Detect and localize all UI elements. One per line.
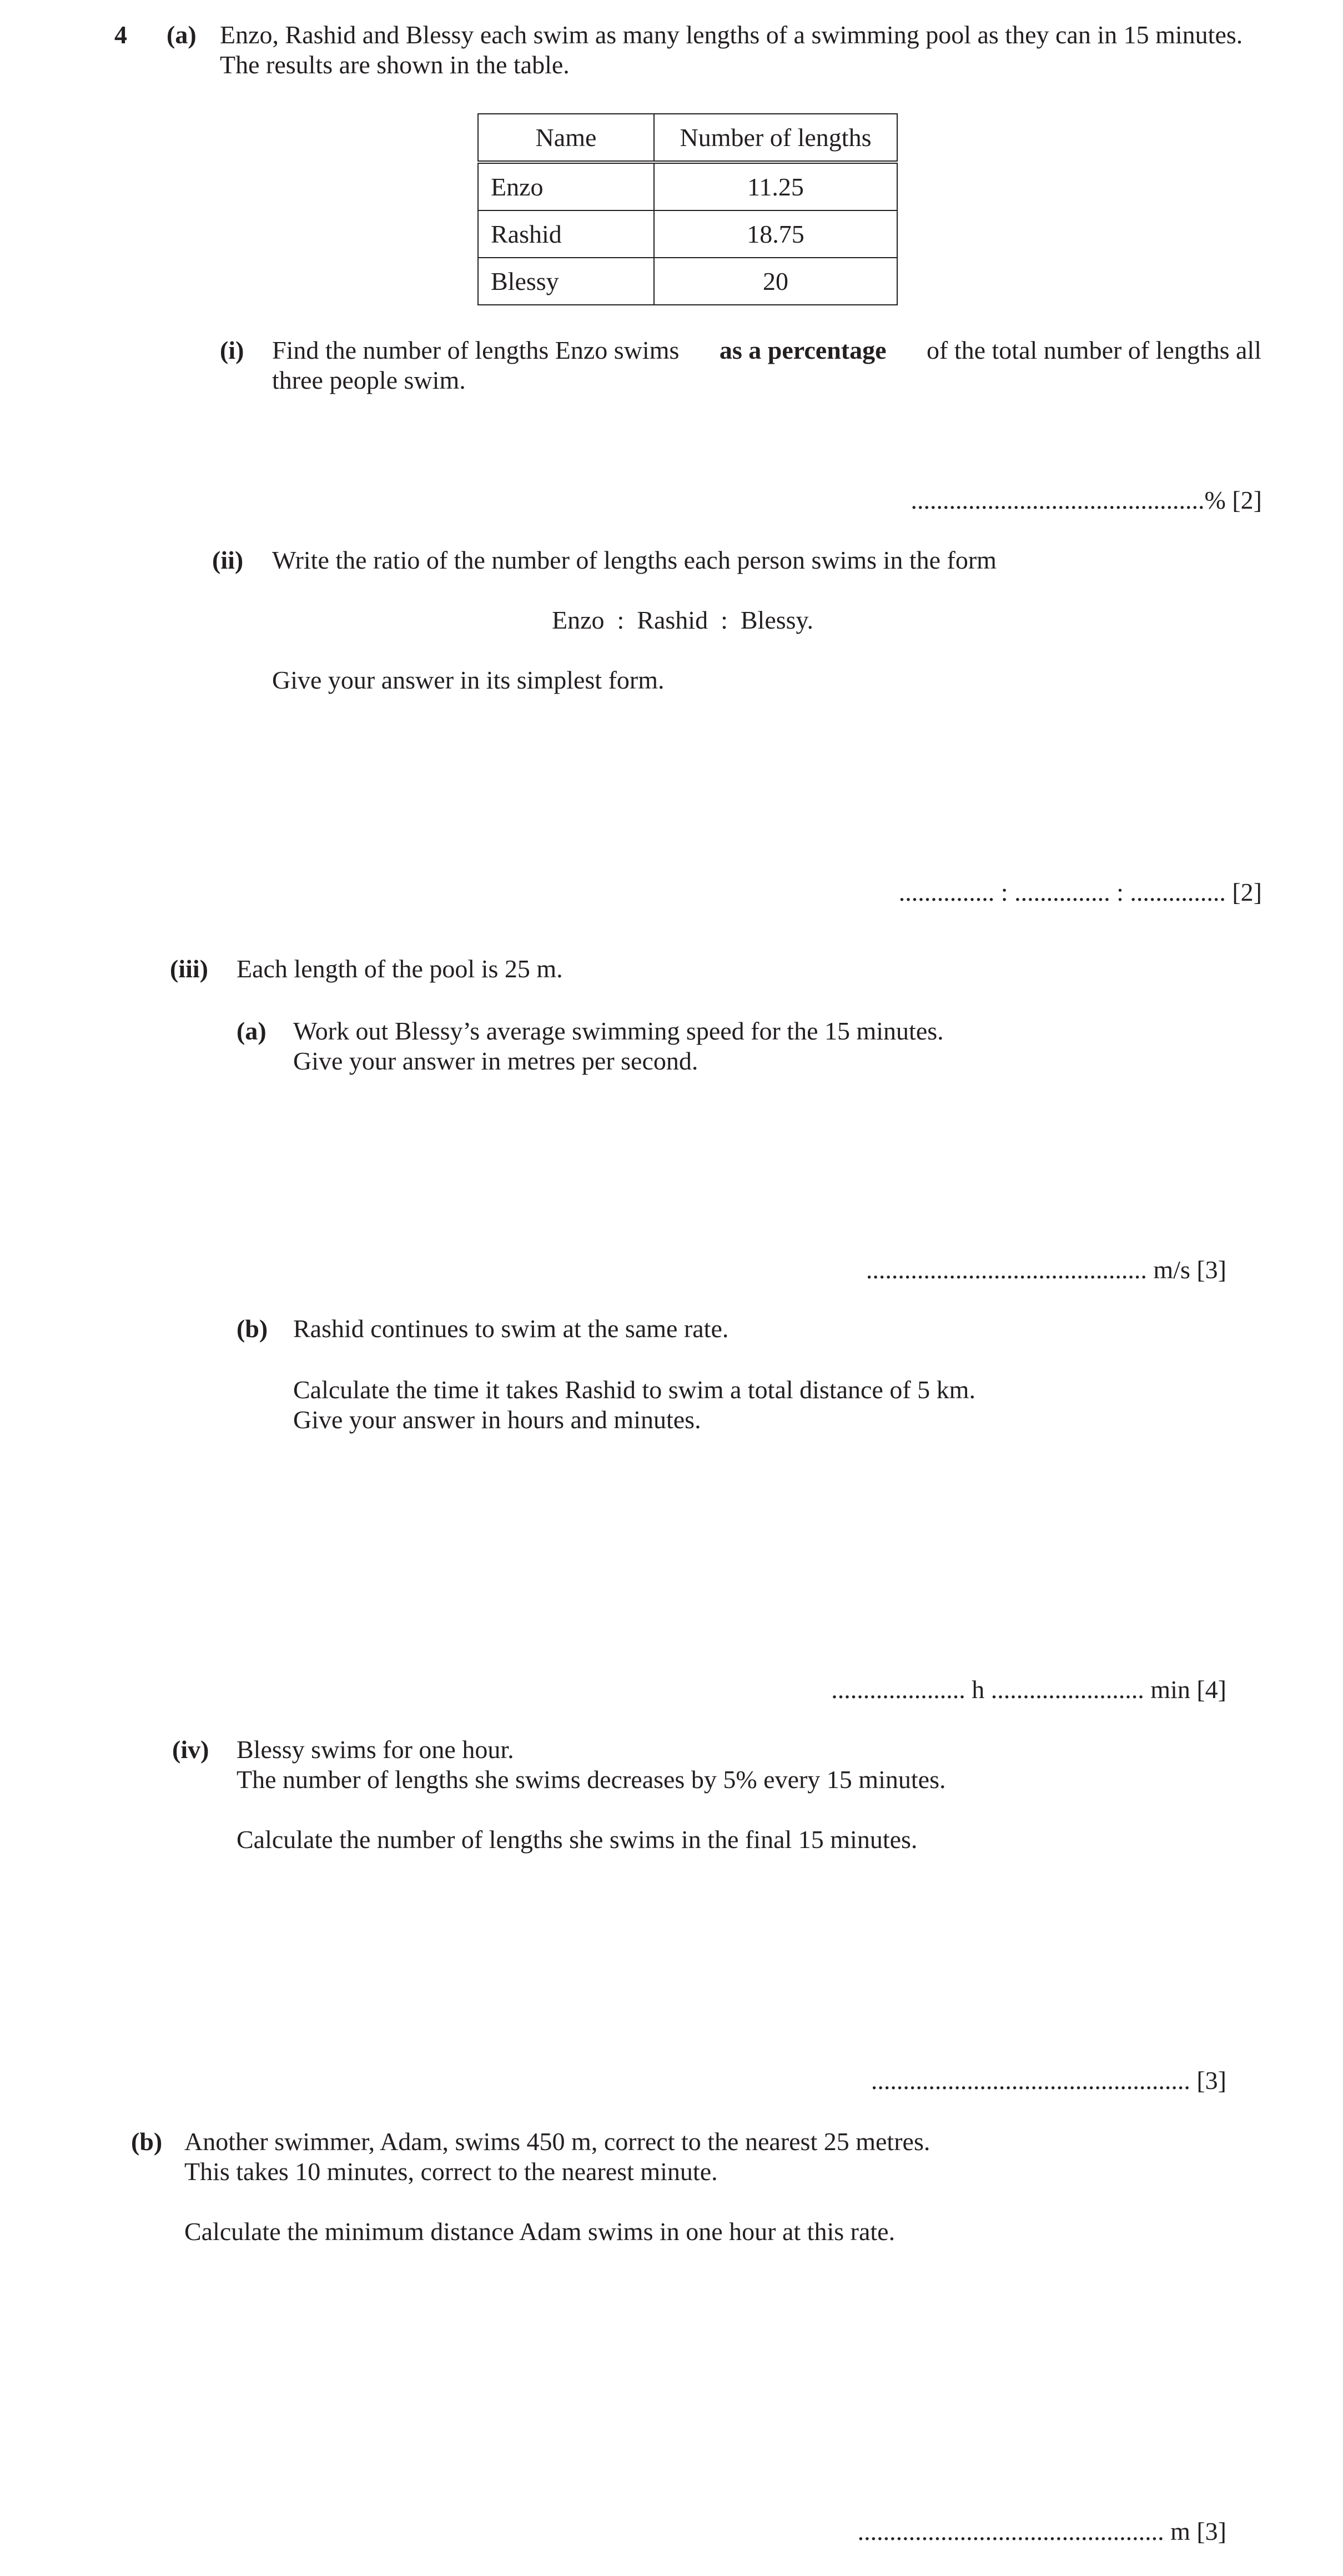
table-cell-name: Enzo [478,162,654,210]
part-a-intro-line-2: The results are shown in the table. [220,51,570,79]
part-a-iii-a-label: (a) [237,1017,266,1045]
table-cell-name: Rashid [478,210,654,258]
results-table [477,113,898,305]
question-number: 4 [114,21,127,49]
part-b-answer-line[interactable]: ................................................ m [3] [857,2517,1226,2545]
part-a-i-label: (i) [220,336,244,364]
part-a-ii-line-1: Write the ratio of the number of lengths each person swims in the form [272,546,997,574]
part-a-iii-b-answer-line[interactable]: ..................... h ........................ min [4] [831,1675,1226,1704]
part-b-line-1: Another swimmer, Adam, swims 450 m, correct to the nearest 25 metres. [184,2127,930,2156]
table-cell-lengths: 18.75 [654,210,897,258]
part-a-iii-a-line-1: Work out Blessy’s average swimming speed for the 15 minutes. [293,1017,944,1045]
part-a-ii-label: (ii) [212,546,244,574]
part-a-i-line-1 [272,335,1261,365]
part-a-i-answer-line[interactable]: ..............................................% [2] [911,486,1262,514]
part-a-iv-label: (iv) [172,1735,209,1764]
part-a-label: (a) [167,21,197,49]
part-a-intro-line-1: Enzo, Rashid and Blessy each swim as many lengths of a swimming pool as they can in 15 minutes. [220,21,1243,49]
part-a-ii-ratio-form: Enzo : Rashid : Blessy. [552,606,814,634]
table-cell-lengths: 11.25 [654,162,897,210]
part-a-i-text-after: of the total number of lengths all [920,336,1261,364]
part-b-line-3: Calculate the minimum distance Adam swims in one hour at this rate. [184,2217,896,2246]
part-b-label: (b) [131,2127,163,2156]
part-a-iii-line-1: Each length of the pool is 25 m. [237,955,563,983]
part-a-i-text-before: Find the number of lengths Enzo swims [272,336,686,364]
part-a-ii-line-2: Give your answer in its simplest form. [272,666,665,694]
table-header-name: Name [478,114,654,162]
part-a-i-text-bold: as a percentage [719,336,887,364]
table-header-lengths: Number of lengths [654,114,897,162]
part-a-iv-line-1: Blessy swims for one hour. [237,1735,514,1764]
table-cell-lengths: 20 [654,258,897,305]
part-b-line-2: This takes 10 minutes, correct to the nearest minute. [184,2157,718,2186]
part-a-iii-a-line-2: Give your answer in metres per second. [293,1047,698,1075]
table-row [478,258,897,305]
part-a-iv-line-2: The number of lengths she swims decreases by 5% every 15 minutes. [237,1765,946,1794]
part-a-ii-answer-line[interactable]: ............... : ............... : ............... [2] [898,878,1262,906]
part-a-iii-b-line-1: Rashid continues to swim at the same rate. [293,1314,729,1343]
part-a-iv-line-3: Calculate the number of lengths she swims in the final 15 minutes. [237,1825,918,1854]
part-a-iii-b-line-2: Calculate the time it takes Rashid to swim a total distance of 5 km. [293,1375,975,1404]
table-row [478,210,897,258]
table-row [478,162,897,210]
table-cell-name: Blessy [478,258,654,305]
part-a-iii-a-answer-line[interactable]: ............................................ m/s [3] [866,1256,1226,1284]
part-a-iii-label: (iii) [170,955,208,983]
part-a-i-line-2: three people swim. [272,366,466,394]
table-header-row [478,114,897,162]
part-a-iii-b-label: (b) [237,1314,268,1343]
part-a-iv-answer-line[interactable]: .................................................. [3] [871,2066,1226,2095]
part-a-iii-b-line-3: Give your answer in hours and minutes. [293,1405,701,1434]
